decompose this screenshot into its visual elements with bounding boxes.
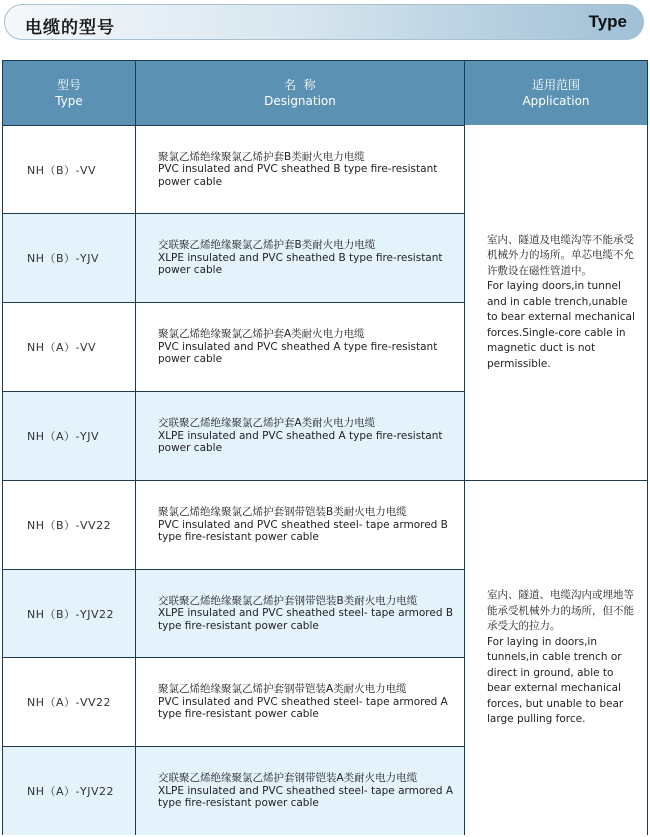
column-header-designation-en: Designation <box>264 94 336 108</box>
designation-cell <box>136 214 465 302</box>
designation-cn: 交联聚乙烯绝缘聚氯乙烯护套A类耐火电力电缆 <box>158 417 376 430</box>
table-row <box>3 746 465 835</box>
designation-en: PVC insulated and PVC sheathed B type fire-resistant power cable <box>158 163 438 188</box>
column-header-designation <box>136 61 465 125</box>
designation-cell <box>136 392 465 480</box>
designation-en: PVC insulated and PVC sheathed steel- tape armored B type fire-resistant power cable <box>158 518 448 544</box>
type-cell: NH（B）-VV <box>3 126 136 213</box>
designation-cn: 交联聚乙烯绝缘聚氯乙烯护套钢带铠装B类耐火电力电缆 <box>158 594 418 607</box>
designation-cn: 交联聚乙烯绝缘聚氯乙烯护套钢带铠装A类耐火电力电缆 <box>158 772 418 785</box>
table-row <box>3 302 465 391</box>
type-cell: NH（A）-YJV22 <box>3 747 136 835</box>
designation-cn: 聚氯乙烯绝缘聚氯乙烯护套A类耐火电力电缆 <box>158 328 365 341</box>
cable-type-table <box>2 60 648 835</box>
table-row <box>3 569 465 657</box>
designation-cell <box>136 126 465 213</box>
table-row <box>3 391 465 480</box>
table-body <box>3 125 647 835</box>
type-cell: NH（A）-VV <box>3 303 136 391</box>
column-header-application-en: Application <box>522 94 590 108</box>
application-cn: 室内、隧道及电缆沟等不能承受机械外力的场所。单芯电缆不允许敷设在磁性管道中。 <box>487 233 634 277</box>
application-cell <box>465 125 647 480</box>
table-row <box>3 480 465 569</box>
application-en: For laying doors,in tunnel and in cable trench,unable to bear external mechanical forces.Single-core cable in magnetic duct is not permissible. <box>487 280 635 370</box>
designation-cn: 聚氯乙烯绝缘聚氯乙烯护套B类耐火电力电缆 <box>158 150 365 163</box>
application-cell <box>465 480 647 835</box>
column-header-designation-cn: 名 称 <box>284 78 316 92</box>
page-title: 电缆的型号 <box>25 18 115 38</box>
designation-cell <box>136 481 465 569</box>
designation-en: XLPE insulated and PVC sheathed steel- tape armored B type fire-resistant power cable <box>158 607 454 632</box>
designation-en: XLPE insulated and PVC sheathed B type fire-resistant power cable <box>158 251 443 277</box>
table-row <box>3 125 465 213</box>
type-cell: NH（B）-YJV22 <box>3 570 136 657</box>
table-row <box>3 657 465 746</box>
application-cn: 室内、隧道、电缆沟内或埋地等能承受机械外力的场所，但不能承受大的拉力。 <box>487 589 634 633</box>
designation-cell <box>136 303 465 391</box>
type-cell: NH（A）-YJV <box>3 392 136 480</box>
type-cell: NH（A）-VV22 <box>3 658 136 746</box>
header-bar <box>4 4 644 40</box>
designation-cn: 交联聚乙烯绝缘聚氯乙烯护套B类耐火电力电缆 <box>158 239 376 252</box>
designation-cell <box>136 658 465 746</box>
designation-cn: 聚氯乙烯绝缘聚氯乙烯护套钢带铠装B类耐火电力电缆 <box>158 506 407 519</box>
designation-en: PVC insulated and PVC sheathed steel- tape armored A type fire-resistant power cable <box>158 695 448 721</box>
column-header-application <box>465 61 647 125</box>
column-header-type-en: Type <box>55 94 83 108</box>
type-cell: NH（B）-YJV <box>3 214 136 302</box>
designation-cn: 聚氯乙烯绝缘聚氯乙烯护套钢带铠装A类耐火电力电缆 <box>158 683 407 696</box>
designation-cell <box>136 570 465 657</box>
table-row <box>3 213 465 302</box>
designation-en: XLPE insulated and PVC sheathed A type fire-resistant power cable <box>158 429 443 455</box>
type-cell: NH（B）-VV22 <box>3 481 136 569</box>
designation-cell <box>136 747 465 835</box>
designation-en: XLPE insulated and PVC sheathed steel- tape armored A type fire-resistant power cable <box>158 784 454 810</box>
column-header-application-cn: 适用范围 <box>531 78 580 92</box>
column-header-type <box>3 61 136 125</box>
table-header <box>3 61 647 125</box>
application-en: For laying in doors,in tunnels,in cable trench or direct in ground, able to bear external mechanical forces, but unable to bear large pulling force. <box>487 635 624 726</box>
column-header-type-cn: 型号 <box>56 78 81 92</box>
section-label: Type <box>588 12 627 31</box>
designation-en: PVC insulated and PVC sheathed A type fire-resistant power cable <box>158 340 438 366</box>
